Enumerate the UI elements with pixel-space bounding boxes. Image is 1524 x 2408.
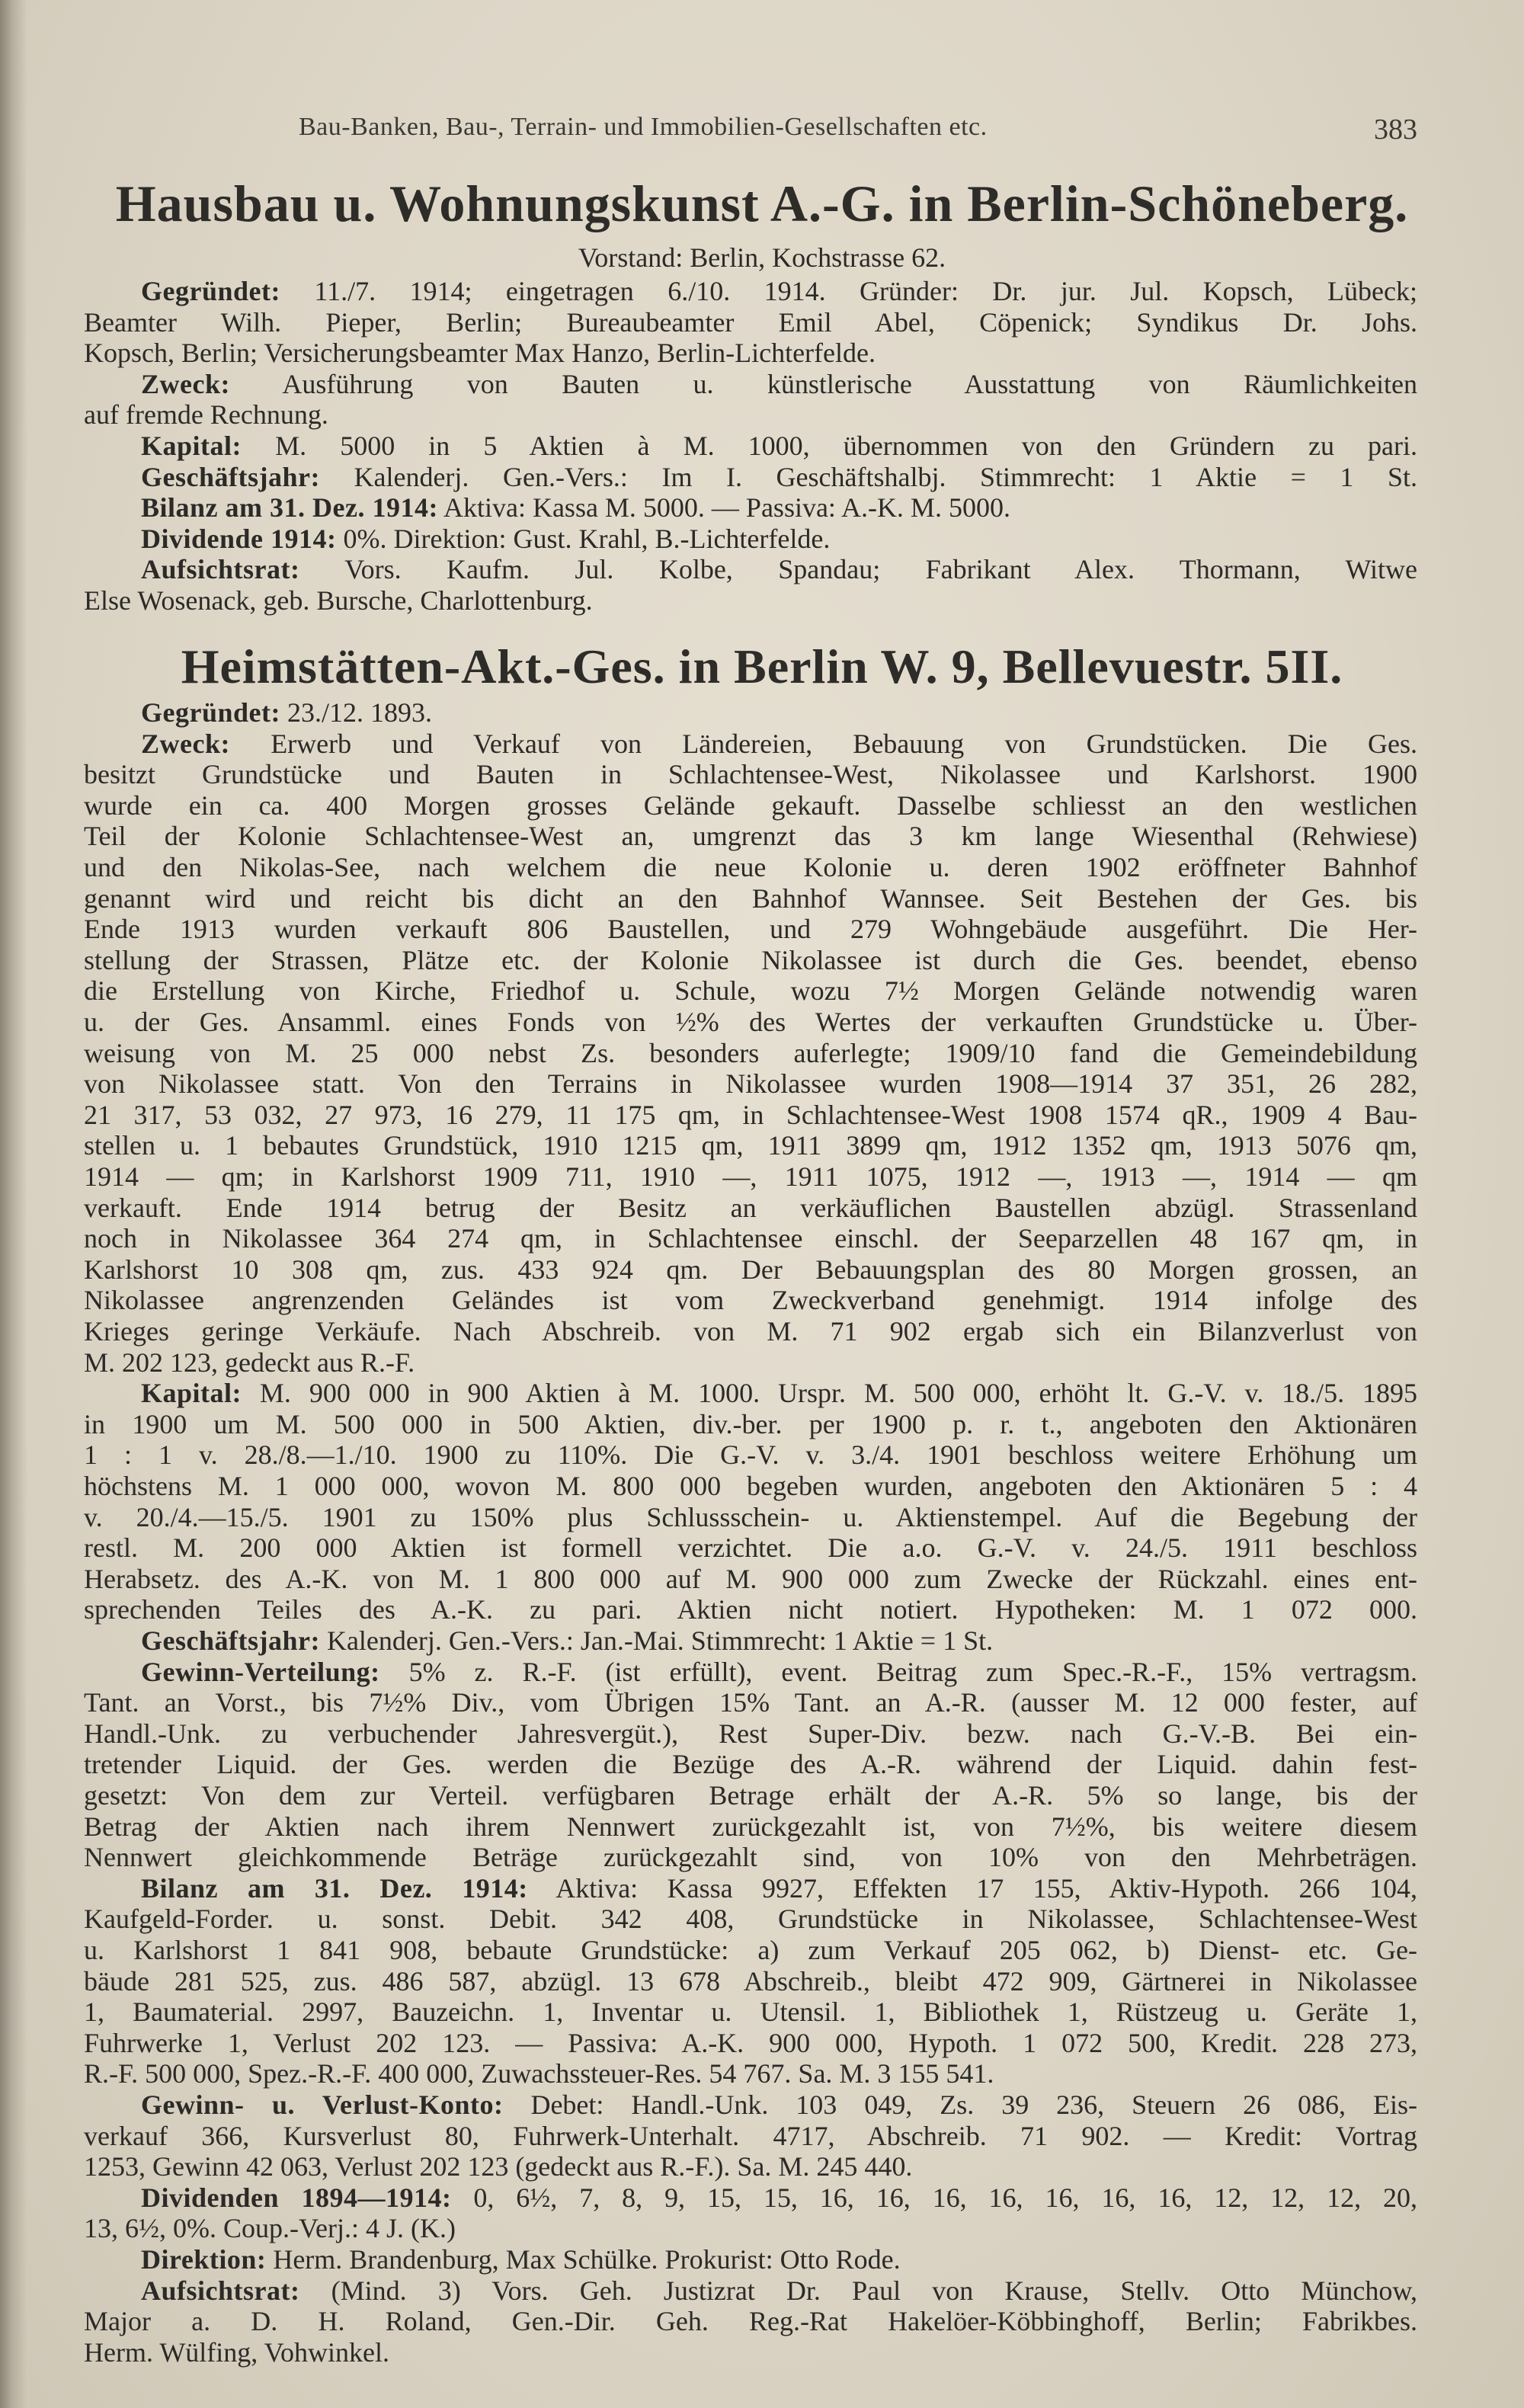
text-line — [84, 2337, 1417, 2368]
line-text: 0%. Direktion: Gust. Krahl, B.-Lichterfelde. — [343, 523, 831, 554]
line-text: R.-F. 500 000, Spez.-R.-F. 400 000, Zuwachssteuer-Res. 54 767. Sa. M. 3 155 541. — [84, 2058, 994, 2089]
line-text: stellung der Strassen, Plätze etc. der Kolonie Nikolassee ist durch die Ges. beendet, ebenso — [84, 944, 1417, 975]
line-text: Nennwert gleichkommende Beträge zurückgezahlt sind, von 10% von den Mehrbeträgen. — [84, 1842, 1417, 1873]
text-line — [84, 852, 1417, 882]
text-line — [84, 1935, 1417, 1965]
line-text: besitzt Grundstücke und Bauten in Schlachtensee-West, Nikolassee und Karlshorst. 1900 — [84, 759, 1417, 790]
text-line — [84, 1904, 1417, 1934]
text-line — [141, 2244, 1417, 2275]
line-text: und den Nikolas-See, nach welchem die neue Kolonie u. deren 1902 eröffneter Bahnhof — [84, 852, 1417, 882]
line-text: Ausführung von Bauten u. künstlerische Ausstattung von Räumlichkeiten — [282, 368, 1417, 399]
line-text: Erwerb und Verkauf von Ländereien, Bebauung von Grundstücken. Die Ges. — [271, 728, 1417, 759]
line-text: 23./12. 1893. — [287, 697, 432, 728]
text-line — [141, 369, 1417, 399]
text-line — [84, 585, 1417, 616]
line-text: Herabsetz. des A.-K. von M. 1 800 000 auf M. 900 000 zum Zwecke der Rückzahl. eines ent- — [84, 1563, 1417, 1594]
text-line — [84, 759, 1417, 789]
line-text: M. 202 123, gedeckt aus R.-F. — [84, 1346, 415, 1378]
line-text: restl. M. 200 000 Aktien ist formell verzichtet. Die a.o. G.-V. v. 24./5. 1911 beschloss — [84, 1532, 1417, 1564]
text-line — [84, 1285, 1417, 1315]
text-line — [84, 914, 1417, 944]
field-label: Direktion: — [141, 2244, 267, 2275]
line-text: von Nikolassee statt. Von den Terrains in Nikolassee wurden 1908—1914 37 351, 26 282, — [84, 1068, 1417, 1100]
line-text: auf fremde Rechnung. — [84, 399, 328, 431]
line-text: Tant. an Vorst., bis 7½% Div., vom Übrigen 15% Tant. an A.-R. (ausser M. 12 000 fester, auf — [84, 1687, 1417, 1718]
line-text: stellen u. 1 bebautes Grundstück, 1910 1215 qm, 1911 3899 qm, 1912 1352 qm, 1913 5076 qm, — [84, 1130, 1417, 1161]
text-line — [84, 821, 1417, 851]
text-line — [84, 1471, 1417, 1501]
text-line — [141, 276, 1417, 306]
line-text: 0, 6½, 7, 8, 9, 15, 15, 16, 16, 16, 16, 16, 16, 16, 12, 12, 12, 20, — [473, 2182, 1417, 2213]
text-line — [141, 2089, 1417, 2120]
line-text: Karlshorst 10 308 qm, zus. 433 924 qm. Der Bebauungsplan des 80 Morgen grossen, an — [84, 1254, 1417, 1285]
company-title: Heimstätten-Akt.-Ges. in Berlin W. 9, Bellevuestr. 5II. — [181, 639, 1343, 693]
line-text: Vors. Kaufm. Jul. Kolbe, Spandau; Fabrikant Alex. Thormann, Witwe — [344, 554, 1417, 585]
text-line — [84, 1254, 1417, 1285]
line-text: u. Karlshorst 1 841 908, bebaute Grundstücke: a) zum Verkauf 205 062, b) Dienst- etc. Ge- — [84, 1935, 1417, 1965]
line-text: 1 : 1 v. 28./8.—1./10. 1900 zu 110%. Die G.-V. v. 3./4. 1901 beschloss weitere Erhöhung um — [84, 1439, 1417, 1471]
text-line — [84, 1687, 1417, 1718]
text-line — [141, 554, 1417, 584]
text-line — [141, 431, 1417, 461]
line-text: höchstens M. 1 000 000, wovon M. 800 000 begeben wurden, angeboten den Aktionären 5 : 4 — [84, 1471, 1417, 1501]
line-text: v. 20./4.—15./5. 1901 zu 150% plus Schlussschein- u. Aktienstempel. Auf die Begebung der — [84, 1501, 1417, 1532]
text-line — [141, 1378, 1417, 1408]
line-text: 1253, Gewinn 42 063, Verlust 202 123 (gedeckt aus R.-F.). Sa. M. 245 440. — [84, 2151, 913, 2182]
line-text: M. 5000 in 5 Aktien à M. 1000, übernommen von den Gründern zu pari. — [275, 431, 1418, 461]
field-label: Kapital: — [141, 1378, 242, 1409]
line-text: 21 317, 53 032, 27 973, 16 279, 11 175 qm, in Schlachtensee-West 1908 1574 qR., 1909 4 Bau- — [84, 1099, 1417, 1130]
text-line — [141, 1625, 1417, 1656]
text-line — [84, 790, 1417, 821]
field-label: Geschäftsjahr: — [141, 461, 320, 492]
field-label: Dividenden 1894—1914: — [141, 2182, 452, 2213]
text-line — [84, 2028, 1417, 2058]
text-line — [84, 1409, 1417, 1439]
field-label: Bilanz am 31. Dez. 1914: — [141, 1872, 528, 1904]
page-number: 383 — [1374, 114, 1417, 146]
text-line — [84, 975, 1417, 1006]
line-text: Major a. D. H. Roland, Gen.-Dir. Geh. Reg.-Rat Hakelöer-Köbbinghoff, Berlin; Fabrikbes. — [84, 2306, 1417, 2337]
line-text: Nikolassee angrenzenden Geländes ist vom Zweckverband genehmigt. 1914 infolge des — [84, 1285, 1417, 1316]
line-text: Beamter Wilh. Pieper, Berlin; Bureaubeamter Emil Abel, Cöpenick; Syndikus Dr. Johs. — [84, 306, 1417, 338]
company-title: Hausbau u. Wohnungskunst A.-G. in Berlin-Schöneberg. — [115, 175, 1409, 232]
line-text: wurde ein ca. 400 Morgen grosses Gelände gekauft. Dasselbe schliesst an den westlichen — [84, 789, 1417, 821]
line-text: Teil der Kolonie Schlachtensee-West an, umgrenzt das 3 km lange Wiesenthal (Rehwiese) — [84, 821, 1417, 852]
text-line — [84, 1811, 1417, 1842]
text-line — [84, 1749, 1417, 1779]
page-edge-shadow — [0, 0, 27, 2408]
field-label: Zweck: — [141, 368, 230, 399]
text-line — [84, 1842, 1417, 1872]
field-label: Kapital: — [141, 431, 242, 461]
line-text: Kopsch, Berlin; Versicherungsbeamter Max Hanzo, Berlin-Lichterfelde. — [84, 338, 876, 369]
line-text: Else Wosenack, geb. Bursche, Charlottenburg. — [84, 585, 593, 616]
line-text: Herm. Wülfing, Vohwinkel. — [84, 2336, 389, 2368]
text-line — [141, 697, 1417, 728]
field-label: Dividende 1914: — [141, 523, 337, 554]
line-text: in 1900 um M. 500 000 in 500 Aktien, div.-ber. per 1900 p. r. t., angeboten den Aktionären — [84, 1408, 1417, 1439]
text-line — [84, 2121, 1417, 2151]
line-text: M. 900 000 in 900 Aktien à M. 1000. Urspr. M. 500 000, erhöht lt. G.-V. v. 18./5. 1895 — [259, 1378, 1418, 1409]
text-line — [84, 2058, 1417, 2089]
line-text: 1, Baumaterial. 2997, Bauzeichn. 1, Inventar u. Utensil. 1, Bibliothek 1, Rüstzeug u. Geräte 1, — [84, 1997, 1417, 2028]
text-line — [84, 1718, 1417, 1749]
field-label: Zweck: — [141, 728, 230, 759]
field-label: Bilanz am 31. Dez. 1914: — [141, 492, 438, 524]
line-text: Kalenderj. Gen.-Vers.: Im I. Geschäftshalbj. Stimmrecht: 1 Aktie = 1 St. — [354, 461, 1417, 492]
company-subtitle: Vorstand: Berlin, Kochstrasse 62. — [578, 242, 946, 273]
line-text: Kalenderj. Gen.-Vers.: Jan.-Mai. Stimmrecht: 1 Aktie = 1 St. — [326, 1625, 994, 1656]
field-label: Gewinn- u. Verlust-Konto: — [141, 2089, 504, 2120]
text-line — [141, 2275, 1417, 2306]
line-text: genannt wird und reicht bis dicht an den Bahnhof Wannsee. Seit Bestehen der Ges. bis — [84, 882, 1417, 914]
text-line — [84, 1564, 1417, 1594]
line-text: weisung von M. 25 000 nebst Zs. besonders auferlegte; 1909/10 fand die Gemeindebildung — [84, 1037, 1417, 1068]
line-text: 11./7. 1914; eingetragen 6./10. 1914. Gründer: Dr. jur. Jul. Kopsch, Lübeck; — [314, 276, 1418, 306]
text-line — [84, 883, 1417, 914]
text-line — [84, 1532, 1417, 1563]
header-title: Bau-Banken, Bau-, Terrain- und Immobilien-Gesellschaften etc. — [299, 113, 988, 141]
line-text: noch in Nikolassee 364 274 qm, in Schlachtensee einschl. der Seeparzellen 48 167 qm, in — [84, 1223, 1417, 1254]
text-line — [84, 1439, 1417, 1470]
line-text: verkauft. Ende 1914 betrug der Besitz an verkäuflichen Baustellen abzügl. Strassenland — [84, 1192, 1417, 1223]
line-text: Debet: Handl.-Unk. 103 049, Zs. 39 236, Steuern 26 086, Eis- — [530, 2089, 1417, 2120]
text-line — [84, 1347, 1417, 1378]
line-text: verkauf 366, Kursverlust 80, Fuhrwerk-Unterhalt. 4717, Abschreib. 71 902. — Kredit: Vortrag — [84, 2120, 1417, 2151]
line-text: Fuhrwerke 1, Verlust 202 123. — Passiva: A.-K. 900 000, Hypoth. 1 072 500, Kredit. 228 273, — [84, 2027, 1417, 2058]
text-line — [84, 1161, 1417, 1192]
line-text: Ende 1913 wurden verkauft 806 Baustellen, und 279 Wohngebäude ausgeführt. Die Her- — [84, 914, 1417, 945]
text-line — [141, 492, 1417, 523]
text-line — [84, 1130, 1417, 1161]
text-line — [84, 1316, 1417, 1346]
field-label: Aufsichtsrat: — [141, 554, 300, 585]
running-header — [274, 113, 1417, 146]
text-line — [141, 1873, 1417, 1904]
text-line — [84, 1780, 1417, 1811]
text-line — [84, 2151, 1417, 2182]
line-text: bäude 281 525, zus. 486 587, abzügl. 13 678 Abschreib., bleibt 472 909, Gärtnerei in Nikolassee — [84, 1965, 1417, 1997]
text-line — [84, 1193, 1417, 1223]
text-line — [141, 462, 1417, 492]
text-line — [84, 338, 1417, 368]
field-label: Gegründet: — [141, 276, 280, 306]
text-line — [141, 524, 1417, 554]
line-text: Aktiva: Kassa M. 5000. — Passiva: A.-K. M. 5000. — [443, 492, 1010, 524]
text-line — [84, 2213, 1417, 2243]
line-text: Krieges geringe Verkäufe. Nach Abschreib. von M. 71 902 ergab sich ein Bilanzverlust von — [84, 1316, 1417, 1346]
line-text: 5% z. R.-F. (ist erfüllt), event. Beitrag zum Spec.-R.-F., 15% vertragsm. — [408, 1656, 1418, 1687]
line-text: Betrag der Aktien nach ihrem Nennwert zurückgezahlt ist, von 7½%, bis weitere diesem — [84, 1811, 1417, 1842]
line-text: gesetzt: Von dem zur Verteil. verfügbaren Betrage erhält der A.-R. 5% so lange, bis der — [84, 1780, 1417, 1811]
text-line — [84, 1502, 1417, 1532]
line-text: 13, 6½, 0%. Coup.-Verj.: 4 J. (K.) — [84, 2213, 456, 2244]
text-line — [84, 307, 1417, 338]
text-line — [84, 1594, 1417, 1625]
field-label: Gegründet: — [141, 697, 280, 728]
field-label: Gewinn-Verteilung: — [141, 1656, 380, 1687]
text-line — [84, 1068, 1417, 1099]
text-line — [141, 1657, 1417, 1687]
field-label: Aufsichtsrat: — [141, 2275, 300, 2306]
field-label: Geschäftsjahr: — [141, 1625, 320, 1656]
line-text: tretender Liquid. der Ges. werden die Bezüge des A.-R. während der Liquid. dahin fest- — [84, 1749, 1417, 1780]
text-line — [84, 1997, 1417, 2027]
line-text: Herm. Brandenburg, Max Schülke. Prokurist: Otto Rode. — [273, 2244, 901, 2275]
line-text: Kaufgeld-Forder. u. sonst. Debit. 342 408, Grundstücke in Nikolassee, Schlachtensee-West — [84, 1904, 1417, 1935]
text-line — [141, 2182, 1417, 2213]
line-text: 1914 — qm; in Karlshorst 1909 711, 1910 —, 1911 1075, 1912 —, 1913 —, 1914 — qm — [84, 1161, 1417, 1192]
line-text: sprechenden Teiles des A.-K. zu pari. Aktien nicht notiert. Hypotheken: M. 1 072 000. — [84, 1594, 1417, 1625]
line-text: Handl.-Unk. zu verbuchender Jahresvergüt.), Rest Super-Div. bezw. nach G.-V.-B. Bei ein- — [84, 1718, 1417, 1749]
line-text: die Erstellung von Kirche, Friedhof u. Schule, wozu 7½ Morgen Gelände notwendig waren — [84, 975, 1417, 1007]
text-line — [84, 399, 1417, 430]
text-line — [84, 945, 1417, 975]
text-line — [84, 1223, 1417, 1254]
text-line — [84, 1100, 1417, 1130]
line-text: Aktiva: Kassa 9927, Effekten 17 155, Aktiv-Hypoth. 266 104, — [555, 1872, 1417, 1904]
line-text: (Mind. 3) Vors. Geh. Justizrat Dr. Paul von Krause, Stellv. Otto Münchow, — [331, 2275, 1417, 2306]
text-line — [84, 1966, 1417, 1997]
text-line — [84, 1007, 1417, 1037]
line-text: u. der Ges. Ansamml. eines Fonds von ½% des Wertes der verkauften Grundstücke u. Über- — [84, 1007, 1417, 1037]
text-line — [84, 1038, 1417, 1068]
text-line — [141, 728, 1417, 759]
text-line — [84, 2306, 1417, 2336]
